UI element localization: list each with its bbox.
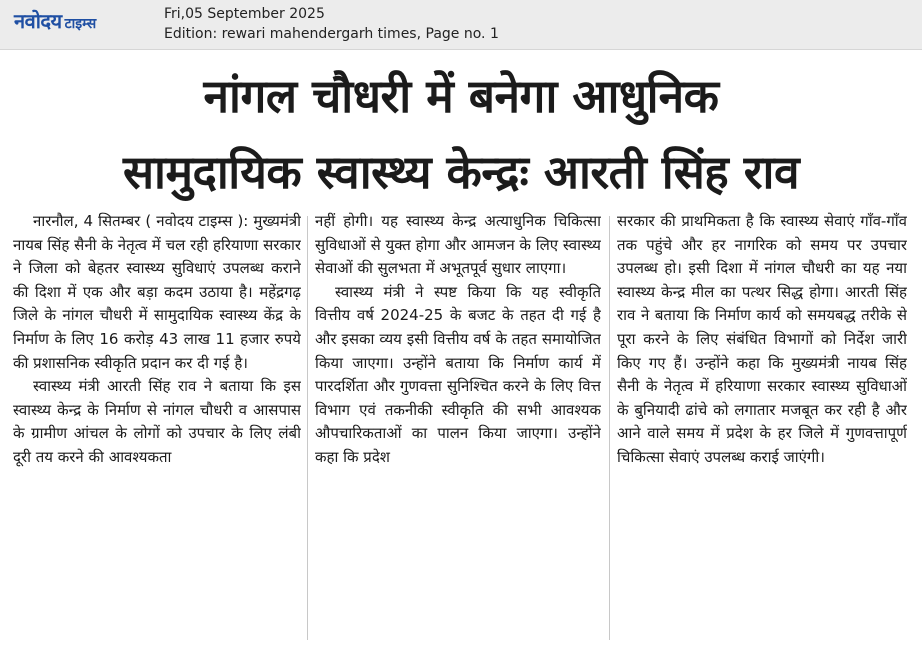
logo-sub-text: टाइम्स — [64, 16, 97, 32]
column-divider — [307, 216, 308, 640]
article-column-3 — [617, 210, 907, 642]
article-column-2 — [315, 210, 601, 642]
paragraph: नारनौल, 4 सितम्बर ( नवोदय टाइम्स ): मुख्यमंत्री नायब सिंह सैनी के नेतृत्व में चल रही हरियाणा सरकार ने जिला को बेहतर स्वास्थ्य सुविधाएं उपलब्ध कराने की दिशा में एक और बड़ा कदम उठाया है। महेंद्रगढ़ जिले के नांगल चौधरी में सामुदायिक स्वास्थ्य केंद्र के निर्माण के लिए 16 करोड़ 43 लाख 11 हजार रुपये की प्रशासनिक स्वीकृति प्रदान कर दी गई है। — [13, 212, 301, 372]
top-bar — [0, 0, 922, 50]
column-divider — [609, 216, 610, 640]
edition-info — [164, 4, 499, 44]
article-headline — [0, 58, 922, 210]
paragraph: स्वास्थ्य मंत्री आरती सिंह राव ने बताया कि इस स्वास्थ्य केन्द्र के निर्माण से नांगल चौधरी व आसपास के ग्रामीण आंचल के लोगों को उपचार के लिए लंबी दूरी तय करने की आवश्यकता — [13, 377, 301, 466]
article-column-1 — [13, 210, 301, 642]
newspaper-logo[interactable] — [14, 7, 96, 37]
paragraph: सरकार की प्राथमिकता है कि स्वास्थ्य सेवाएं गाँव-गाँव तक पहुंचे और हर नागरिक को समय पर उपचार उपलब्ध हो। इसी दिशा में नांगल चौधरी का यह नया स्वास्थ्य केन्द्र मील का पत्थर सिद्ध होगा। आरती सिंह राव ने बताया कि निर्माण कार्य को समयबद्ध तरीके से पूरा करने के लिए संबंधित विभागों को निर्देश जारी किए गए हैं। उन्होंने कहा कि मुख्यमंत्री नायब सिंह सैनी के नेतृत्व में हरियाणा सरकार स्वास्थ्य सुविधाओं के बुनियादी ढांचे को लगातार मजबूत कर रही है और आने वाले समय में प्रदेश के हर जिले में गुणवत्तापूर्ण चिकित्सा सेवाएं उपलब्ध कराई जाएंगी। — [617, 212, 907, 466]
headline-line-2: सामुदायिक स्वास्थ्य केन्द्रः आरती सिंह राव — [122, 145, 800, 199]
paragraph: स्वास्थ्य मंत्री ने स्पष्ट किया कि यह स्वीकृति वित्तीय वर्ष 2024-25 के बजट के तहत दी गई है और इसका व्यय इसी वित्तीय वर्ष के तहत समायोजित किया जाएगा। उन्होंने बताया कि निर्माण कार्य में पारदर्शिता और गुणवत्ता सुनिश्चित करने के लिए वित्त विभाग एवं तकनीकी स्वीकृति की सभी आवश्यक औपचारिकताओं का पालन किया जाएगा। उन्होंने कहा कि प्रदेश — [315, 282, 601, 466]
logo-main-text: नवोदय — [14, 9, 62, 33]
paragraph: नहीं होगी। यह स्वास्थ्य केन्द्र अत्याधुनिक चिकित्सा सुविधाओं से युक्त होगा और आमजन के लिए स्वास्थ्य सेवाओं की सुलभता में अभूतपूर्व सुधार लाएगा। — [315, 212, 601, 278]
edition-page: Edition: rewari mahendergarh times, Page no. 1 — [164, 26, 499, 42]
publication-date: Fri,05 September 2025 — [164, 6, 325, 22]
headline-line-1: नांगल चौधरी में बनेगा आधुनिक — [203, 69, 719, 123]
